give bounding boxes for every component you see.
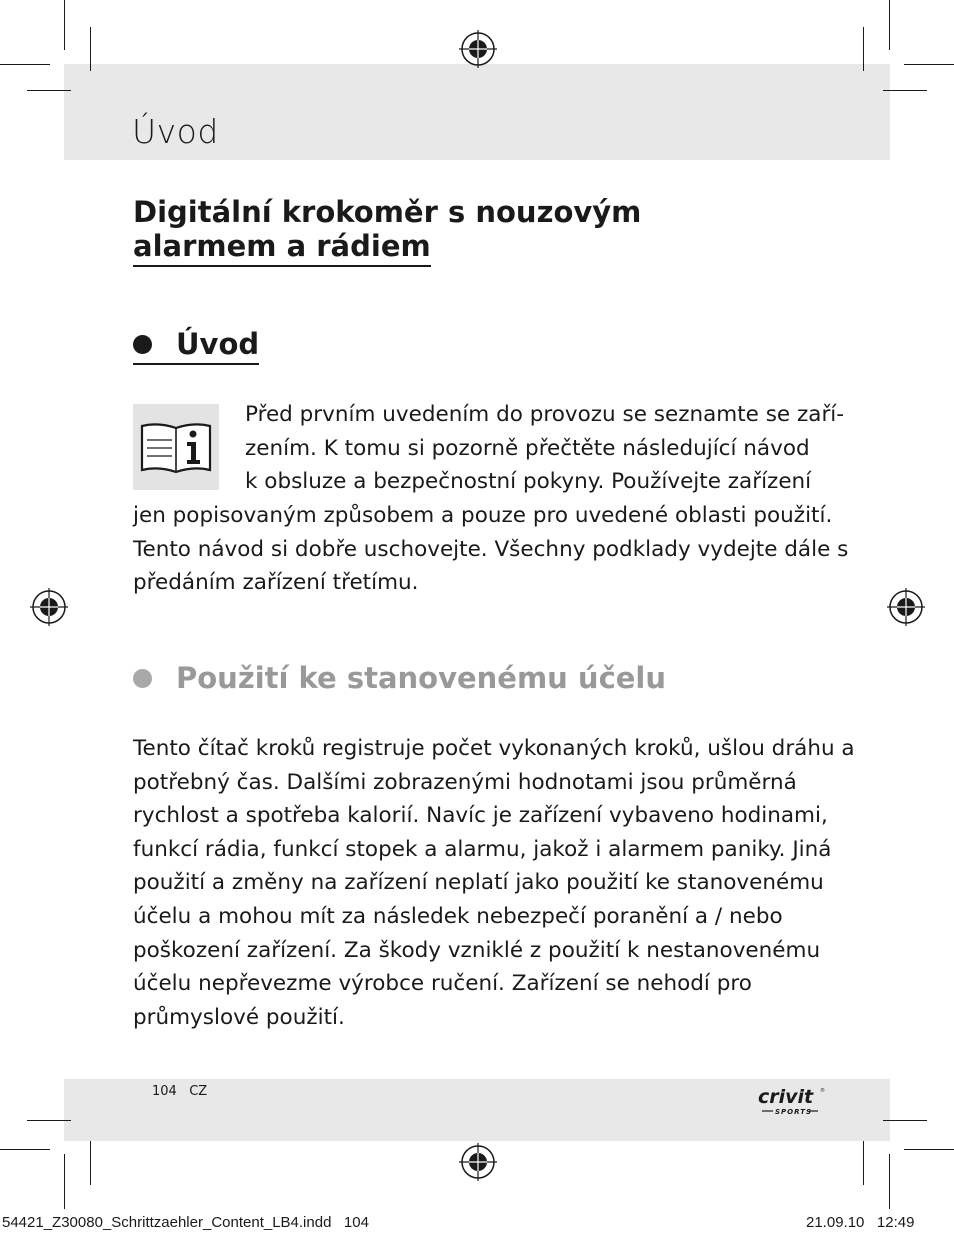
text-line: potřebný čas. Dalšími zobrazenými hodnotami jsou průměrná: [133, 769, 797, 795]
slug-date-time: 21.09.10 12:49: [806, 1214, 915, 1231]
bullet-icon: [133, 335, 152, 354]
info-book-icon: [133, 404, 219, 490]
intro-paragraph-full: [133, 499, 849, 600]
intro-paragraph-indented: [245, 398, 845, 499]
text-line: průmyslové použití.: [133, 1004, 345, 1030]
section-heading-underline: [133, 327, 259, 365]
chapter-title: Úvod: [132, 112, 219, 151]
section-heading-intended-use: [133, 661, 666, 695]
text-line: předáním zařízení třetímu.: [133, 570, 419, 596]
slug-file-info: 54421_Z30080_Schrittzaehler_Content_LB4.indd 104: [2, 1214, 369, 1231]
registration-mark-icon: [459, 30, 497, 68]
text-line: Tento návod si dobře uschovejte. Všechny podklady vydejte dále s: [133, 536, 849, 562]
svg-text:®: ®: [820, 1088, 825, 1094]
crivit-sports-logo: [756, 1083, 826, 1119]
text-line: zením. K tomu si pozorně přečtěte následující návod: [245, 435, 810, 461]
text-line: Tento čítač kroků registruje počet vykonaných kroků, ušlou dráhu a: [133, 736, 855, 761]
product-title-line-2: alarmem a rádiem: [133, 229, 431, 267]
text-line: účelu nepřevezme výrobce ručení. Zařízení se nehodí pro: [133, 971, 752, 997]
registration-mark-icon: [459, 1143, 497, 1181]
registration-mark-icon: [30, 588, 68, 626]
svg-text:crivit: crivit: [758, 1086, 814, 1108]
intended-use-paragraph: [133, 732, 855, 1034]
product-title-line-1: Digitální krokoměr s nouzovým: [133, 195, 642, 229]
text-line: jen popisovaným způsobem a pouze pro uvedené oblasti použití.: [133, 503, 833, 528]
registration-mark-icon: [887, 588, 925, 626]
text-line: rychlost a spotřeba kalorií. Navíc je zařízení vybaveno hodinami,: [133, 803, 828, 829]
text-line: účelu a mohou mít za následek nebezpečí poranění a / nebo: [133, 903, 783, 929]
section-heading-text: Úvod: [176, 327, 260, 361]
text-line: k obsluze a bezpečnostní pokyny. Používejte zařízení: [245, 469, 812, 495]
page-number-value: 104: [152, 1084, 177, 1099]
text-line: funkcí rádia, funkcí stopek a alarmu, jakož i alarmem paniky. Jiná: [133, 836, 832, 862]
section-heading-text: Použití ke stanovenému účelu: [176, 661, 667, 695]
section-heading-intro: [133, 327, 259, 365]
bullet-icon: [133, 669, 152, 688]
text-line: Před prvním uvedením do provozu se seznamte se zaří-: [245, 402, 845, 427]
product-title: [133, 195, 641, 267]
svg-text:SPORTS: SPORTS: [775, 1108, 813, 1116]
page-language: CZ: [189, 1084, 208, 1099]
text-line: použití a změny na zařízení neplatí jako použití ke stanovenému: [133, 870, 824, 896]
page-number: [152, 1084, 207, 1099]
text-line: poškození zařízení. Za škody vzniklé z použití k nestanovenému: [133, 937, 821, 963]
